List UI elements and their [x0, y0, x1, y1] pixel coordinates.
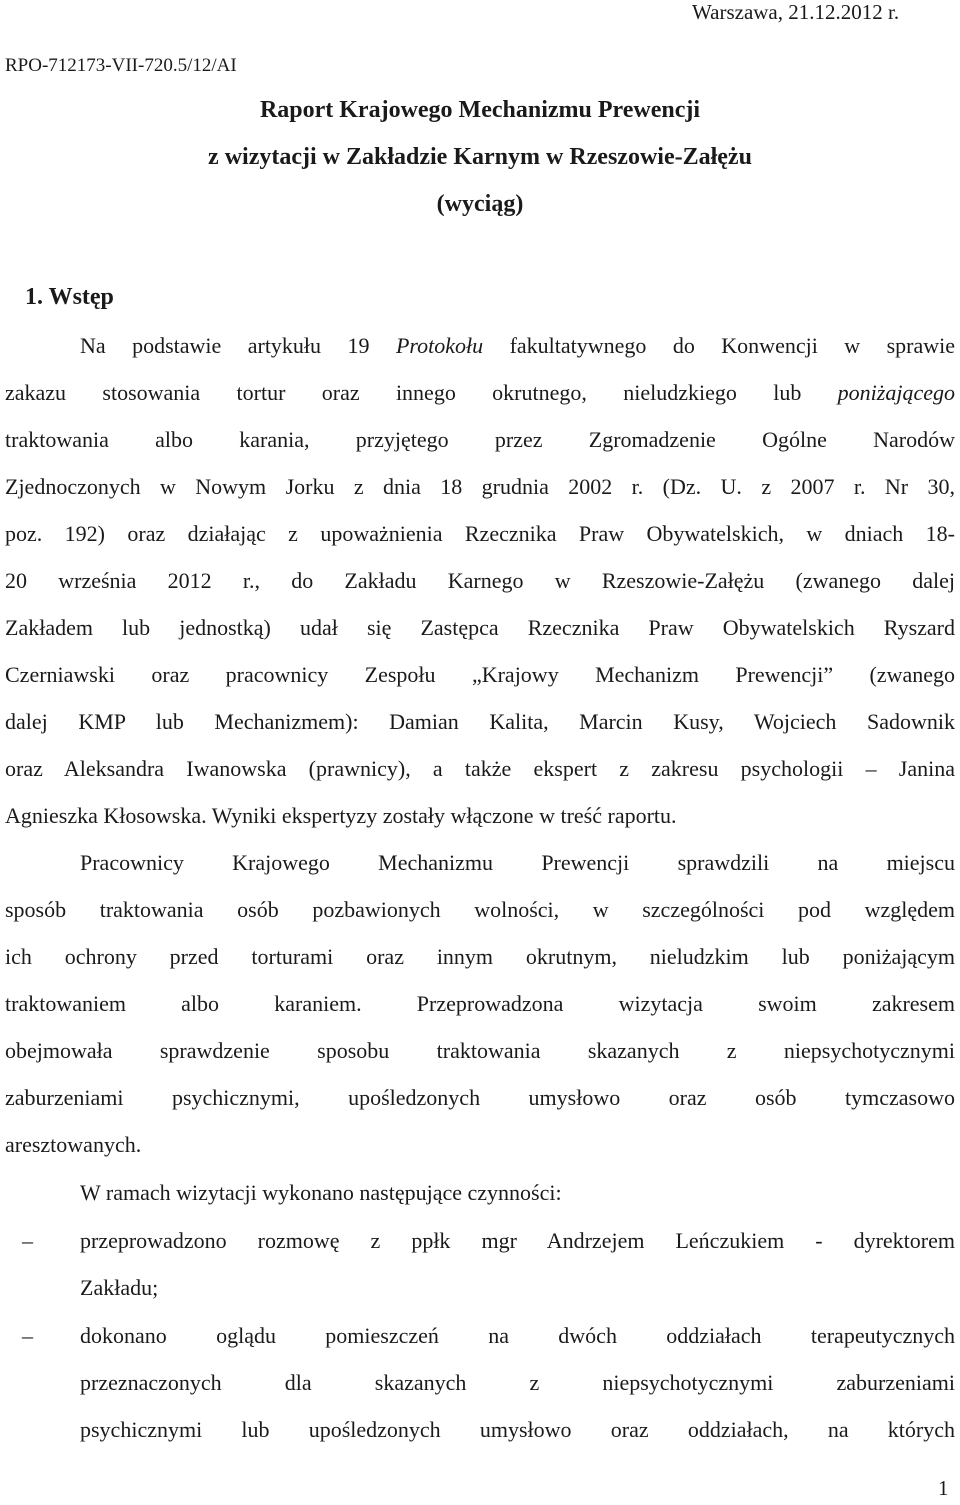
paragraph2-line1: Pracownicy Krajowego Mechanizmu Prewencji sprawdzili na miejscu — [80, 850, 955, 875]
paragraph1-line7: Zakładem lub jednostką) udał się Zastępca Rzecznika Praw Obywatelskich Ryszard — [5, 615, 955, 640]
paragraph1-line5: poz. 192) oraz działając z upoważnienia Rzecznika Praw Obywatelskich, w dniach 18- — [5, 521, 955, 546]
paragraph1-line3: traktowania albo karania, przyjętego przez Zgromadzenie Ogólne Narodów — [5, 427, 955, 452]
reference-number: RPO-712173-VII-720.5/12/AI — [5, 55, 237, 76]
bullet2-line3: psychicznymi lub upośledzonych umysłowo oraz oddziałach, na których — [80, 1417, 955, 1442]
section-heading: 1. Wstęp — [25, 284, 114, 310]
page-number: 1 — [938, 1476, 949, 1500]
paragraph1-line11: Agnieszka Kłosowska. Wyniki ekspertyzy zostały włączone w treść raportu. — [5, 803, 677, 828]
paragraph1-line4: Zjednoczonych w Nowym Jorku z dnia 18 grudnia 2002 r. (Dz. U. z 2007 r. Nr 30, — [5, 474, 955, 499]
bullet1-line2: Zakładu; — [80, 1275, 159, 1300]
report-title-line3: (wyciąg) — [436, 191, 524, 217]
paragraph1-line10: oraz Aleksandra Iwanowska (prawnicy), a także ekspert z zakresu psychologii – Janina — [5, 756, 955, 781]
paragraph2-line7: aresztowanych. — [5, 1132, 142, 1157]
paragraph2-line6: zaburzeniami psychicznymi, upośledzonych umysłowo oraz osób tymczasowo — [5, 1085, 955, 1110]
bullet1-line1: przeprowadzono rozmowę z ppłk mgr Andrzejem Leńczukiem - dyrektorem — [80, 1228, 955, 1253]
italic-ponizajacego: poniżającego — [837, 380, 955, 405]
paragraph1-line9: dalej KMP lub Mechanizmem): Damian Kalita, Marcin Kusy, Wojciech Sadownik — [5, 709, 955, 734]
paragraph1-line1: Na podstawie artykułu 19 Protokołu fakultatywnego do Konwencji w sprawie — [80, 333, 955, 358]
paragraph1-line6: 20 września 2012 r., do Zakładu Karnego w Rzeszowie-Załężu (zwanego dalej — [5, 568, 955, 593]
paragraph3-line1: W ramach wizytacji wykonano następujące czynności: — [80, 1180, 562, 1205]
italic-protokol: Protokołu — [395, 333, 484, 358]
paragraph1-line8: Czerniawski oraz pracownicy Zespołu „Krajowy Mechanizm Prewencji” (zwanego — [5, 662, 955, 687]
paragraph2-line3: ich ochrony przed torturami oraz innym okrutnym, nieludzkim lub poniżającym — [5, 944, 955, 969]
paragraph2-line4: traktowaniem albo karaniem. Przeprowadzona wizytacja swoim zakresem — [5, 991, 955, 1016]
paragraph2-line2: sposób traktowania osób pozbawionych wolności, w szczególności pod względem — [5, 897, 955, 922]
report-title-line1: Raport Krajowego Mechanizmu Prewencji — [259, 97, 701, 123]
paragraph1-line2: zakazu stosowania tortur oraz innego okrutnego, nieludzkiego lub poniżającego — [5, 380, 955, 405]
bullet-dash-1: – — [22, 1228, 33, 1253]
bullet-dash-2: – — [22, 1323, 33, 1348]
paragraph2-line5: obejmowała sprawdzenie sposobu traktowania skazanych z niepsychotycznymi — [5, 1038, 955, 1063]
bullet2-line2: przeznaczonych dla skazanych z niepsychotycznymi zaburzeniami — [80, 1370, 955, 1395]
document-date: Warszawa, 21.12.2012 r. — [692, 0, 900, 24]
report-title-line2: z wizytacji w Zakładzie Karnym w Rzeszowie-Załężu — [208, 144, 752, 170]
bullet2-line1: dokonano oglądu pomieszczeń na dwóch oddziałach terapeutycznych — [80, 1323, 955, 1348]
